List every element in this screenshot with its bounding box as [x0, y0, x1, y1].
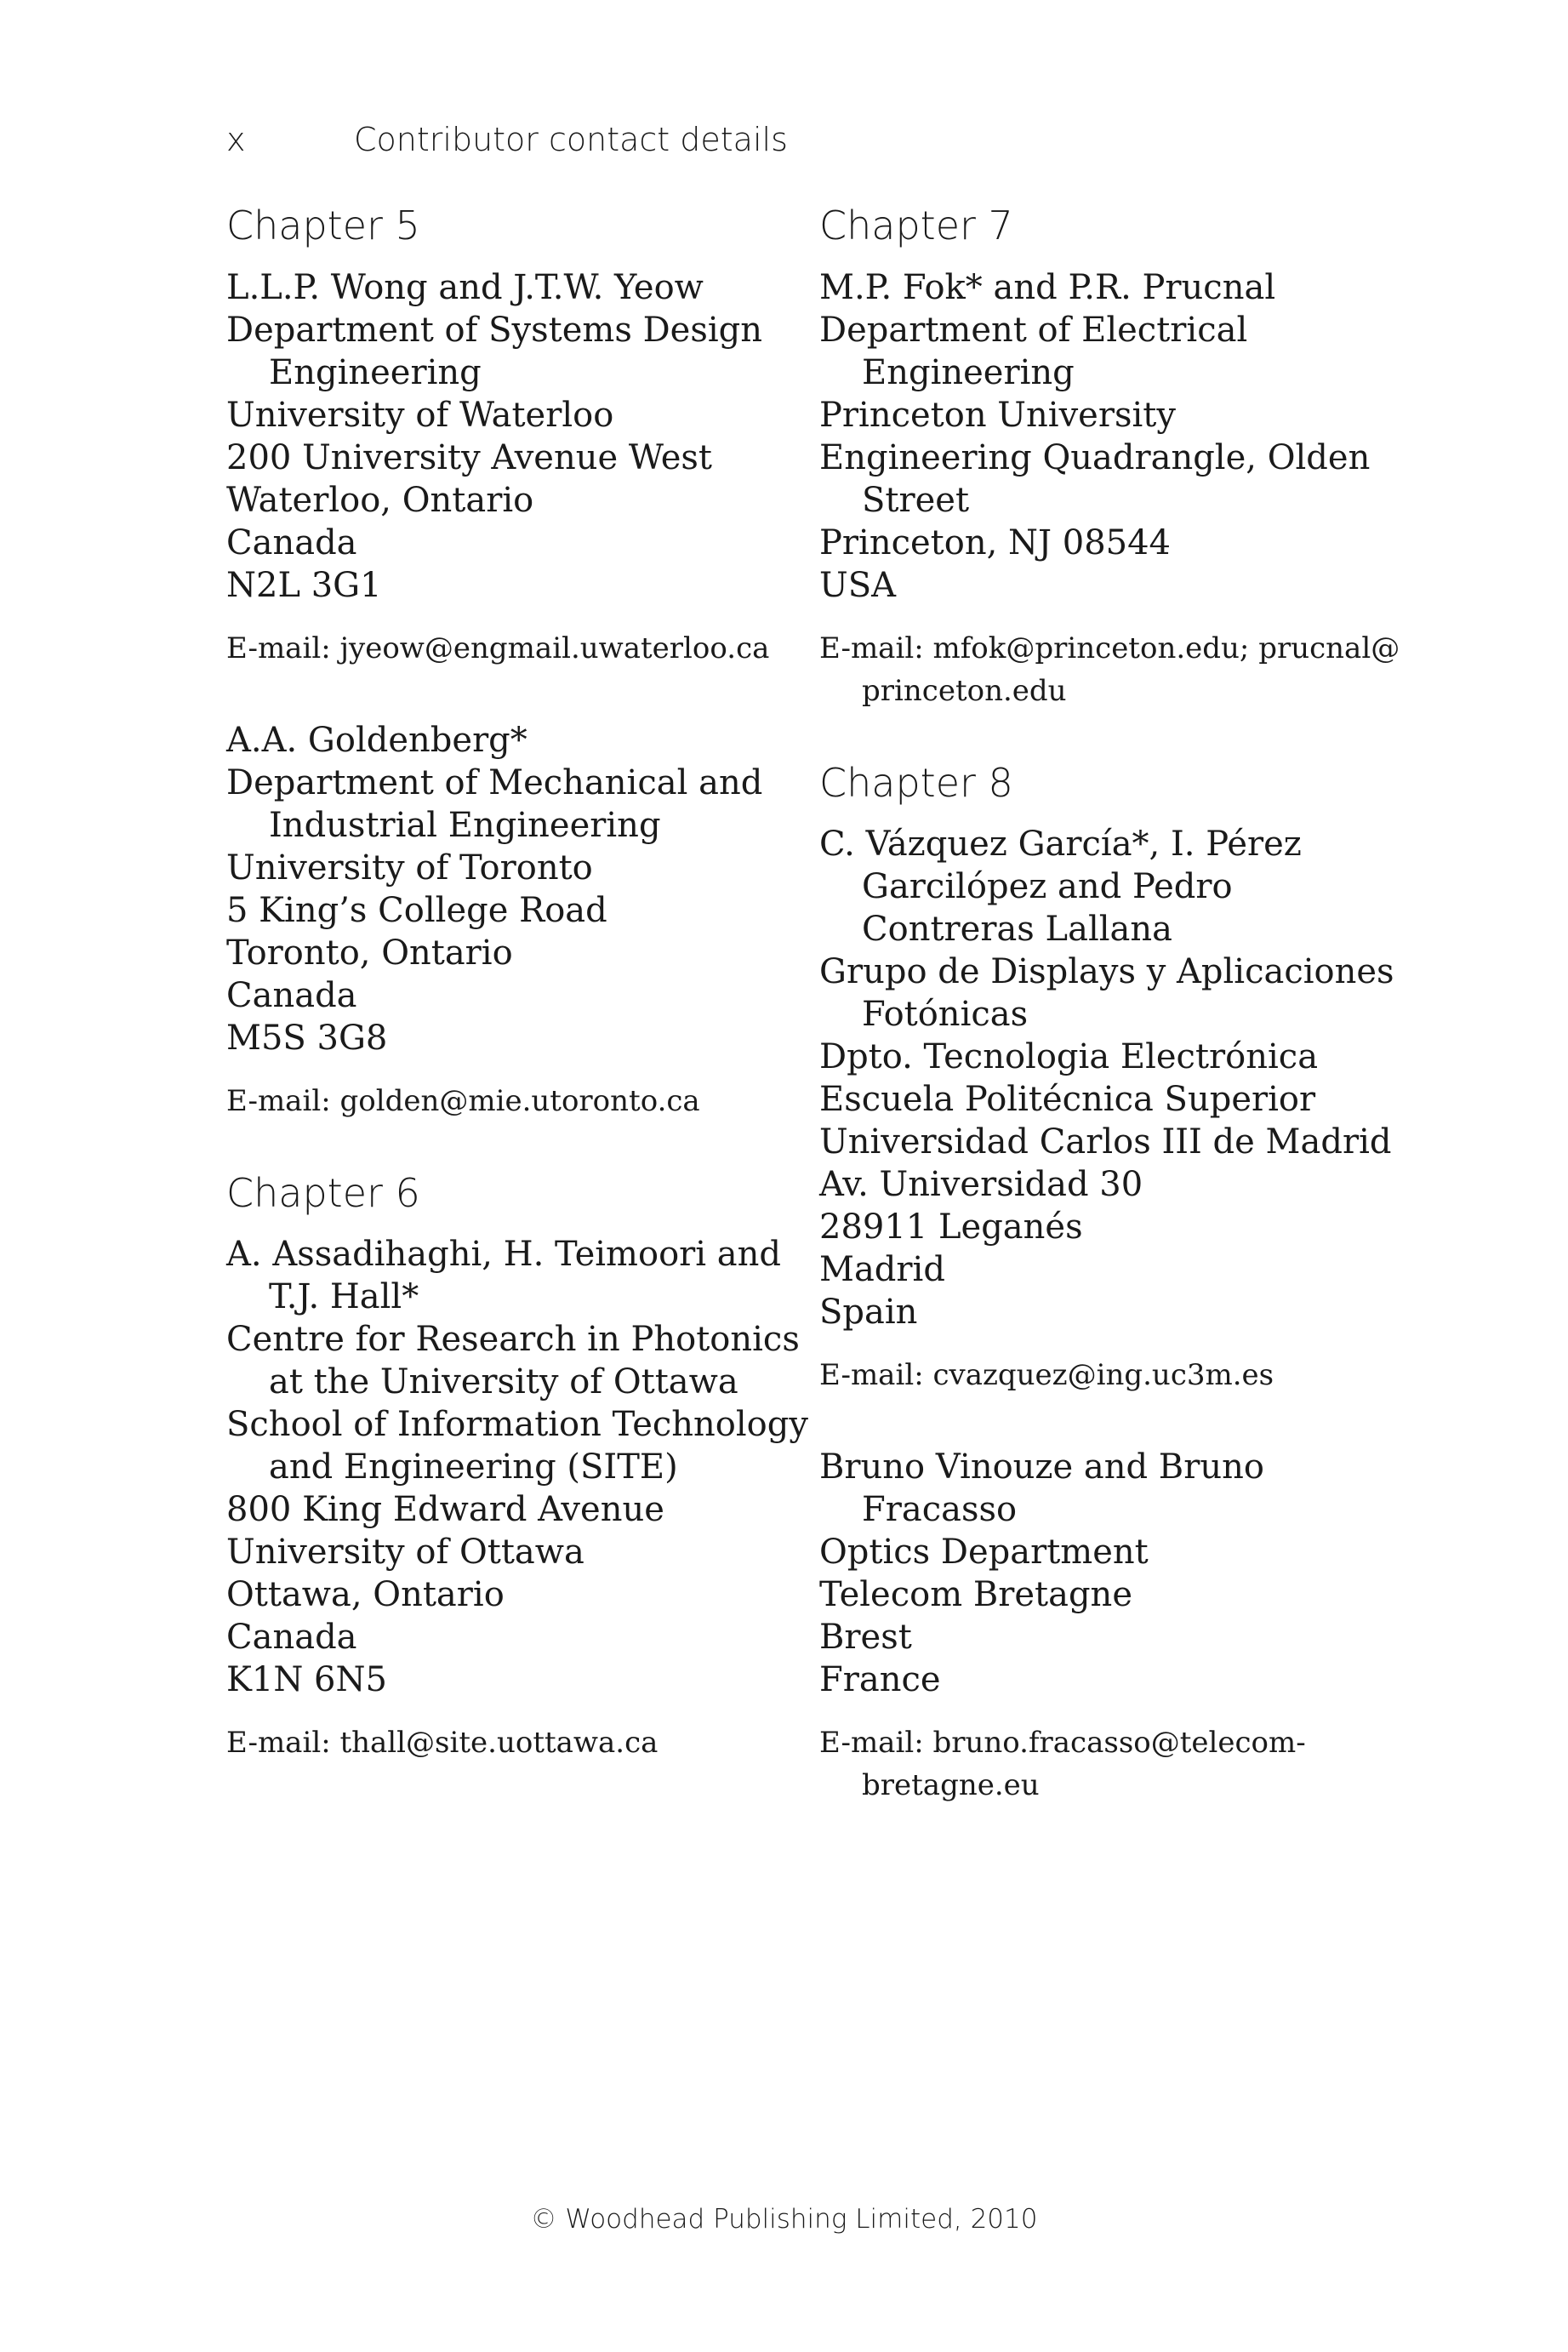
right-column	[819, 204, 1406, 1856]
address-line: University of Waterloo	[226, 395, 614, 435]
address-line: Madrid	[819, 1250, 945, 1290]
address-line: Princeton, NJ 08544	[819, 522, 1172, 562]
address-line: Centre for Research in Photonics at the University of Ottawa	[226, 1320, 800, 1402]
address-line: Canada	[226, 522, 357, 562]
address-line: Waterloo, Ontario	[226, 480, 534, 520]
contact-block	[819, 266, 1406, 712]
chapter-section	[226, 204, 813, 1122]
contact-block	[819, 823, 1406, 1396]
email-line: E-mail: thall@site.uottawa.ca	[226, 1726, 659, 1761]
address-line: Telecom Bretagne	[819, 1575, 1132, 1615]
address-line: Canada	[226, 975, 357, 1015]
contact-block	[819, 1446, 1406, 1807]
contact-block	[226, 719, 813, 1122]
contact-block	[226, 266, 813, 670]
chapter-heading: Chapter 8	[819, 759, 1013, 806]
email-line: E-mail: cvazquez@ing.uc3m.es	[819, 1358, 1274, 1393]
address-line: A. Assadihaghi, H. Teimoori and T.J. Hall*	[226, 1235, 781, 1317]
footer-copyright: © Woodhead Publishing Limited, 2010	[530, 2204, 1038, 2235]
address-line: Spain	[819, 1293, 918, 1333]
address-line: Av. Universidad 30	[819, 1165, 1143, 1205]
address-line: Engineering Quadrangle, Olden Street	[819, 437, 1371, 520]
address-line: University of Toronto	[226, 848, 593, 888]
address-line: Dpto. Tecnologia Electrónica	[819, 1037, 1319, 1077]
address-line: Toronto, Ontario	[226, 933, 513, 973]
chapter-section	[226, 1169, 813, 1765]
page-number: x	[226, 121, 246, 158]
email-line: E-mail: mfok@princeton.edu; prucnal@ princeton.edu	[819, 631, 1400, 708]
address-line: M5S 3G8	[226, 1018, 388, 1058]
address-line: 200 University Avenue West	[226, 437, 712, 477]
address-line: Ottawa, Ontario	[226, 1575, 505, 1615]
address-line: L.L.P. Wong and J.T.W. Yeow	[226, 267, 704, 307]
address-line: M.P. Fok* and P.R. Prucnal	[819, 267, 1276, 307]
address-line: Universidad Carlos III de Madrid	[819, 1122, 1392, 1162]
address-line: Brest	[819, 1618, 912, 1658]
address-line: France	[819, 1660, 941, 1700]
address-line: School of Information Technology and Engineering (SITE)	[226, 1405, 808, 1487]
address-line: Department of Electrical Engineering	[819, 310, 1248, 392]
address-line: 5 King’s College Road	[226, 890, 607, 930]
chapter-heading: Chapter 6	[226, 1169, 420, 1216]
address-line: Princeton University	[819, 395, 1176, 435]
left-column	[226, 204, 813, 1813]
address-line: 28911 Leganés	[819, 1207, 1083, 1247]
chapter-heading: Chapter 7	[819, 203, 1013, 248]
email-line: E-mail: jyeow@engmail.uwaterloo.ca	[226, 631, 770, 665]
running-header	[226, 121, 788, 158]
contact-block	[226, 1233, 813, 1764]
chapter-section	[819, 204, 1406, 712]
address-line: USA	[819, 565, 896, 605]
address-line: Department of Systems Design Engineering	[226, 310, 763, 392]
address-line: N2L 3G1	[226, 565, 382, 605]
address-line: Optics Department	[819, 1533, 1149, 1573]
chapter-section	[819, 759, 1406, 1807]
address-line: Escuela Politécnica Superior	[819, 1080, 1316, 1120]
address-line: Bruno Vinouze and Bruno Fracasso	[819, 1447, 1264, 1530]
chapter-heading: Chapter 5	[226, 203, 420, 248]
address-line: 800 King Edward Avenue	[226, 1490, 664, 1530]
address-line: A.A. Goldenberg*	[226, 720, 527, 760]
email-line: E-mail: golden@mie.utoronto.ca	[226, 1083, 700, 1118]
email-line: E-mail: bruno.fracasso@telecom-bretagne.eu	[819, 1726, 1306, 1803]
address-line: Grupo de Displays y Aplicaciones Fotónicas	[819, 952, 1394, 1035]
address-line: Canada	[226, 1618, 357, 1658]
address-line: C. Vázquez García*, I. Pérez Garcilópez and Pedro Contreras Lallana	[819, 825, 1302, 950]
address-line: University of Ottawa	[226, 1533, 584, 1573]
running-title: Contributor contact details	[354, 121, 788, 158]
address-line: K1N 6N5	[226, 1660, 387, 1700]
address-line: Department of Mechanical and Industrial Engineering	[226, 762, 763, 845]
